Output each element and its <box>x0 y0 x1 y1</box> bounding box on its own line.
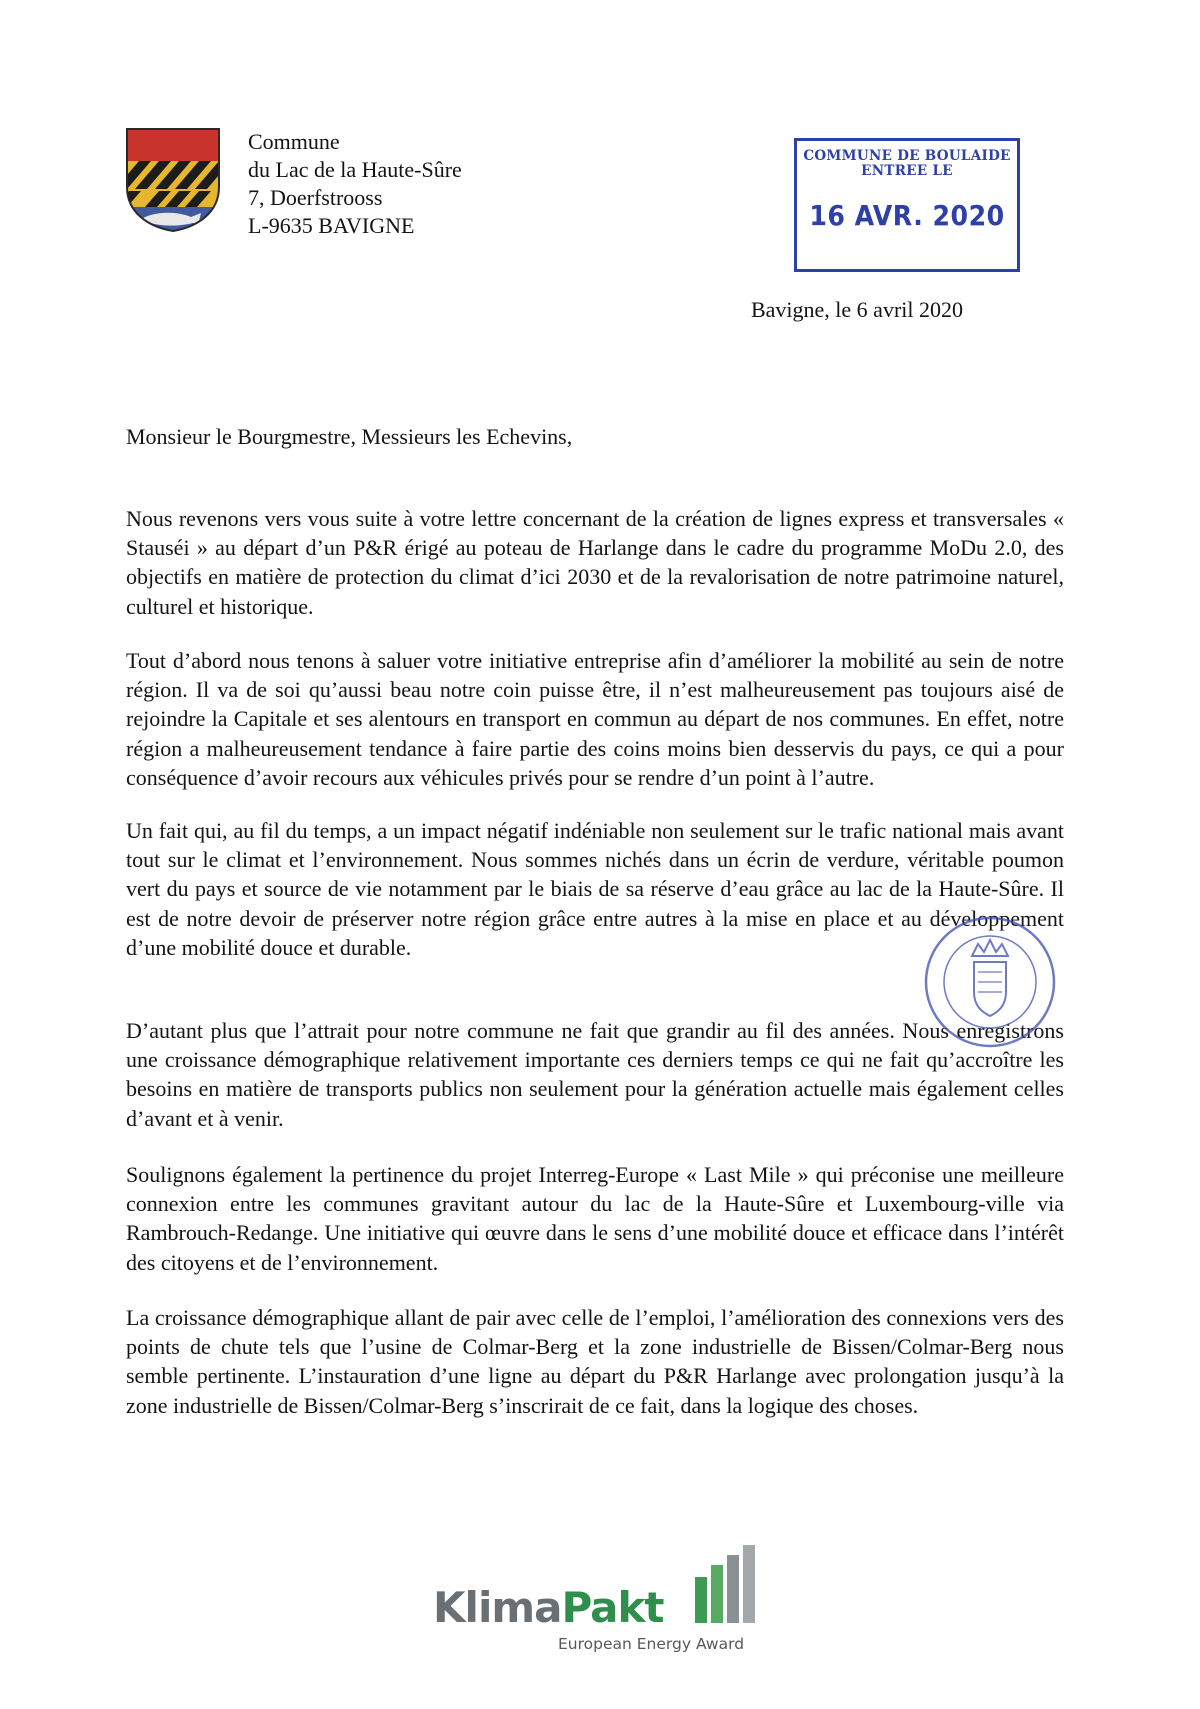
seal-stamp-icon <box>920 912 1060 1052</box>
stamp-date: 16 AVR. 2020 <box>809 199 1005 232</box>
coat-of-arms-icon <box>125 127 221 233</box>
sender-line: Commune <box>248 129 340 154</box>
sender-line: du Lac de la Haute-Sûre <box>248 157 462 182</box>
stamp-commune: COMMUNE DE BOULAIDE <box>803 148 1011 164</box>
klimapakt-bars-icon <box>693 1543 763 1623</box>
logo-klima: Klima <box>433 1583 562 1632</box>
received-stamp <box>794 138 1020 272</box>
body-paragraph: La croissance démographique allant de pair avec celle de l’emploi, l’amélioration des connexions vers des points de chute tels que l’usine de Colmar-Berg et la zone industrielle de Bissen/Colmar-Berg nous semble pertinente. L’instauration d’une ligne au départ du P&R Harlange avec prolongation jusqu’à la zone industrielle de Bissen/Colmar-Berg s’inscrirait de ce fait, dans la logique des choses. <box>126 1305 1064 1418</box>
klimapakt-logo <box>433 1543 763 1653</box>
logo-subtitle: European Energy Award <box>558 1635 745 1653</box>
sender-line: L-9635 BAVIGNE <box>248 213 415 238</box>
logo-wordmark <box>433 1583 663 1632</box>
body-paragraph: Un fait qui, au fil du temps, a un impact négatif indéniable non seulement sur le trafic national mais avant tout sur le climat et l’environnement. Nous sommes nichés dans un écrin de verdure, véritable poumon vert du pays et source de vie notamment par le biais de sa réserve d’eau grâce au lac de la Haute-Sûre. Il est de notre devoir de préserver notre région grâce entre autres à la mise en place et au développement d’une mobilité douce et durable. <box>126 818 1064 960</box>
salutation: Monsieur le Bourgmestre, Messieurs les Echevins, <box>126 424 573 449</box>
body-paragraph: D’autant plus que l’attrait pour notre commune ne fait que grandir au fil des années. Nous enregistrons une croissance démographique relativement importante ces derniers temps ce qui ne fait qu’accroître les besoins en matière de transports publics non seulement pour la génération actuelle mais également celles d’avant et à venir. <box>126 1018 1064 1131</box>
body-paragraph: Tout d’abord nous tenons à saluer votre initiative entreprise afin d’améliorer la mobilité au sein de notre région. Il va de soi qu’aussi beau notre coin puisse être, il n’est malheureusement pas toujours aisé de rejoindre la Capitale et ses alentours en transport en commun au départ de nos communes. En effet, notre région a malheureusement tendance à faire partie des coins moins bien desservis du pays, ce qui a pour conséquence d’avoir recours aux véhicules privés pour se rendre d’un point à l’autre. <box>126 648 1064 790</box>
letter-date: Bavigne, le 6 avril 2020 <box>750 297 963 322</box>
sender-line: 7, Doerfstrooss <box>248 185 383 210</box>
body-paragraph: Soulignons également la pertinence du projet Interreg-Europe « Last Mile » qui préconise une meilleure connexion entre les communes gravitant autour du lac de la Haute-Sûre et Luxembourg-ville via Rambrouch-Redange. Une initiative qui œuvre dans le sens d’une mobilité douce et efficace dans l’intérêt des citoyens et de l’environnement. <box>126 1162 1064 1275</box>
body-paragraph: Nous revenons vers vous suite à votre lettre concernant de la création de lignes express et transversales « Stauséi » au départ d’un P&R érigé au poteau de Harlange dans le cadre du programme MoDu 2.0, des objectifs en matière de protection du climat d’ici 2030 et de la revalorisation de notre patrimoine naturel, culturel et historique. <box>126 506 1064 619</box>
logo-pakt: Pakt <box>561 1583 664 1632</box>
stamp-entree: ENTREE LE <box>861 163 953 179</box>
sender-address <box>248 128 462 240</box>
